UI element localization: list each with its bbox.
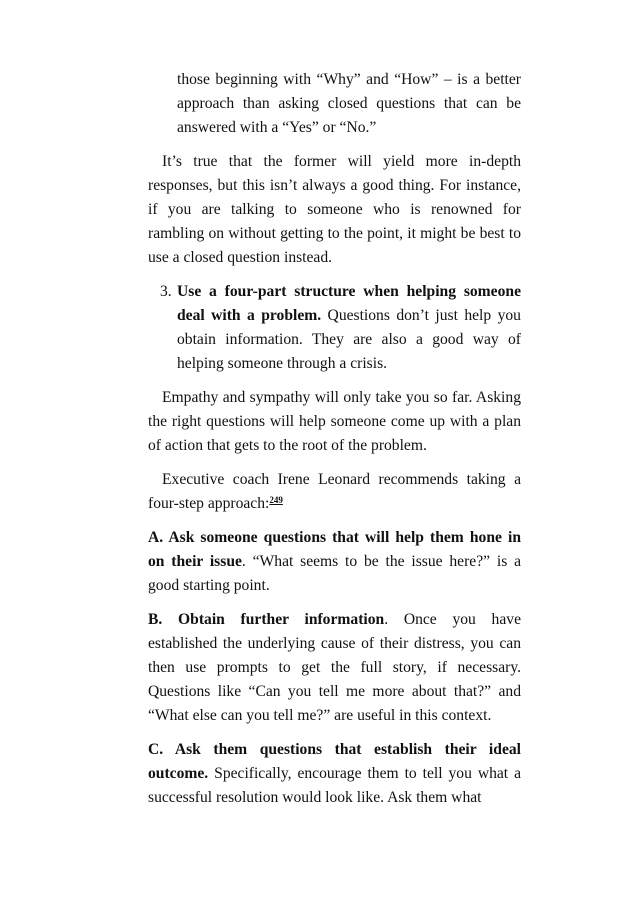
step-a-body: . “What seems to be the issue here?” is a good starting point. [148,553,521,594]
step-c-paragraph [148,738,521,810]
step-c-body: Specifically, encourage them to tell you what a successful resolution would look like. Ask them what [148,765,521,806]
coach-text: Executive coach Irene Leonard recommends taking a four-step approach: [148,471,521,512]
list-item-number: 3. [160,283,172,300]
step-a-heading: A. Ask someone questions that will help them hone in on their issue [148,529,521,570]
document-page [148,68,521,810]
coach-paragraph [148,468,521,516]
list-item-3-heading: Use a four-part structure when helping someone deal with a problem. [177,283,521,324]
former-paragraph: It’s true that the former will yield more in-depth responses, but this isn’t always a good thing. For instance, if you are talking to someone who is renowned for rambling on without getting to the point, it might be best to use a closed question instead. [148,153,521,266]
footnote-reference[interactable]: 249 [269,495,283,505]
list-item-3 [160,280,521,376]
step-c-heading: C. Ask them questions that establish their ideal outcome. [148,741,521,782]
step-b-heading: B. Obtain further information [148,611,385,628]
step-a-paragraph [148,526,521,598]
step-b-body: . Once you have established the underlying cause of their distress, you can then use prompts to get the full story, if necessary. Questions like “Can you tell me more about that?” and “What else can you tell me?” are useful in this context. [148,611,521,724]
list-item-3-text [177,280,521,376]
empathy-paragraph: Empathy and sympathy will only take you so far. Asking the right questions will help someone come up with a plan of action that gets to the root of the problem. [148,389,521,454]
step-b-paragraph [148,608,521,728]
list-continuation-paragraph: those beginning with “Why” and “How” – is a better approach than asking closed questions that can be answered with a “Yes” or “No.” [177,71,521,136]
list-item-3-body: Questions don’t just help you obtain information. They are also a good way of helping someone through a crisis. [177,307,521,372]
